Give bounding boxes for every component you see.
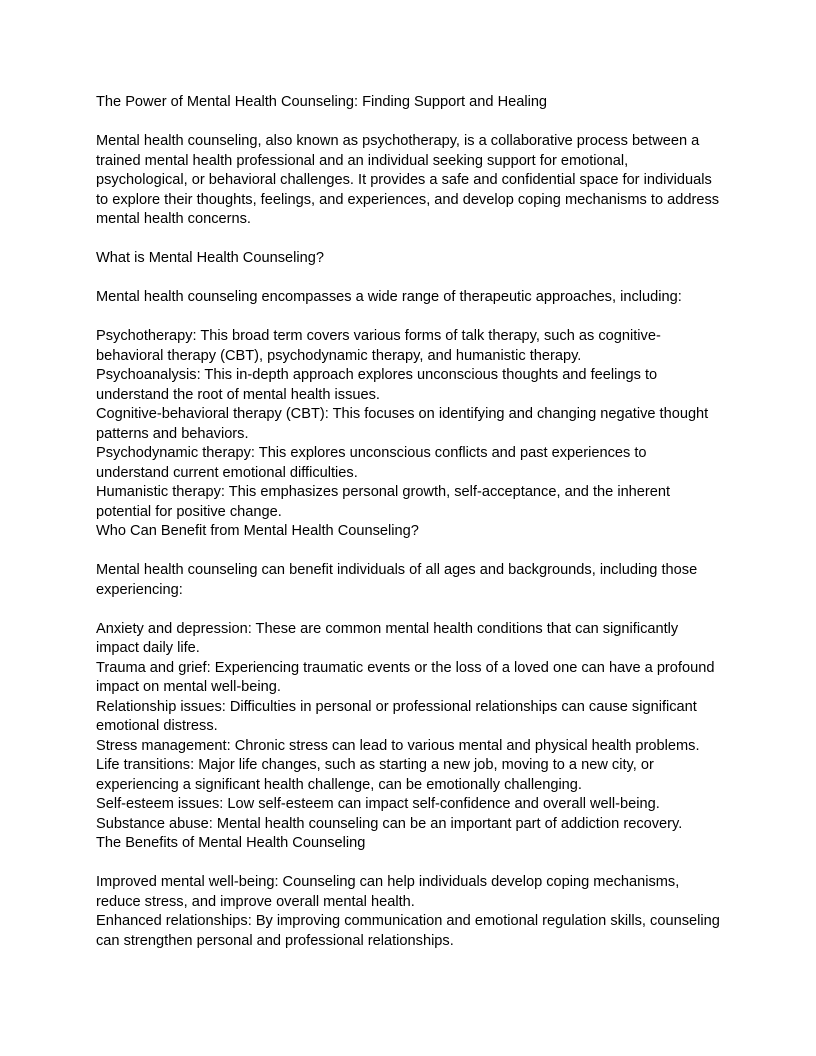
list-item: Cognitive-behavioral therapy (CBT): This focuses on identifying and changing negative thought patterns and behaviors. <box>96 406 709 442</box>
list-item: Trauma and grief: Experiencing traumatic events or the loss of a loved one can have a profound impact on mental well-being. <box>96 659 715 695</box>
list-item: Psychodynamic therapy: This explores unconscious conflicts and past experiences to understand current emotional difficulties. <box>96 445 647 481</box>
document-page <box>96 93 720 951</box>
blank-line <box>96 854 720 874</box>
blank-line <box>96 269 720 289</box>
blank-line <box>96 542 720 562</box>
document-title: The Power of Mental Health Counseling: Finding Support and Healing <box>96 94 548 110</box>
list-item: Stress management: Chronic stress can lead to various mental and physical health problems. <box>96 737 700 754</box>
section-heading-who-can-benefit: Who Can Benefit from Mental Health Counseling? <box>96 523 419 539</box>
section-heading-benefits: The Benefits of Mental Health Counseling <box>96 835 366 851</box>
intro-paragraph: Mental health counseling, also known as psychotherapy, is a collaborative process between a trained mental health professional and an individual seeking support for emotional, psychological, or behavioral challenges. It provides a safe and confidential space for individuals to explore their thoughts, feelings, and experiences, and develop coping mechanisms to address mental health concerns. <box>96 133 720 227</box>
blank-line <box>96 230 720 250</box>
list-item: Life transitions: Major life changes, such as starting a new job, moving to a new city, or experiencing a significant health challenge, can be emotionally challenging. <box>96 757 654 793</box>
blank-line <box>96 600 720 620</box>
list-item: Anxiety and depression: These are common mental health conditions that can significantly impact daily life. <box>96 620 679 656</box>
list-item: Psychoanalysis: This in-depth approach explores unconscious thoughts and feelings to understand the root of mental health issues. <box>96 367 658 403</box>
blank-line <box>96 113 720 133</box>
list-item: Psychotherapy: This broad term covers various forms of talk therapy, such as cognitive-behavioral therapy (CBT), psychodynamic therapy, and humanistic therapy. <box>96 328 661 364</box>
list-item: Humanistic therapy: This emphasizes personal growth, self-acceptance, and the inherent potential for positive change. <box>96 484 671 520</box>
list-item: Substance abuse: Mental health counseling can be an important part of addiction recovery. <box>96 815 683 832</box>
list-item: Enhanced relationships: By improving communication and emotional regulation skills, counseling can strengthen personal and professional relationships. <box>96 913 720 949</box>
list-item: Self-esteem issues: Low self-esteem can impact self-confidence and overall well-being. <box>96 796 660 812</box>
blank-line <box>96 308 720 328</box>
section-lead-what-is: Mental health counseling encompasses a wide range of therapeutic approaches, including: <box>96 289 682 305</box>
section-lead-who-can-benefit: Mental health counseling can benefit individuals of all ages and backgrounds, including those experiencing: <box>96 562 698 598</box>
list-item: Improved mental well-being: Counseling can help individuals develop coping mechanisms, reduce stress, and improve overall mental health. <box>96 874 680 910</box>
section-heading-what-is: What is Mental Health Counseling? <box>96 250 324 266</box>
list-item: Relationship issues: Difficulties in personal or professional relationships can cause significant emotional distress. <box>96 698 697 734</box>
